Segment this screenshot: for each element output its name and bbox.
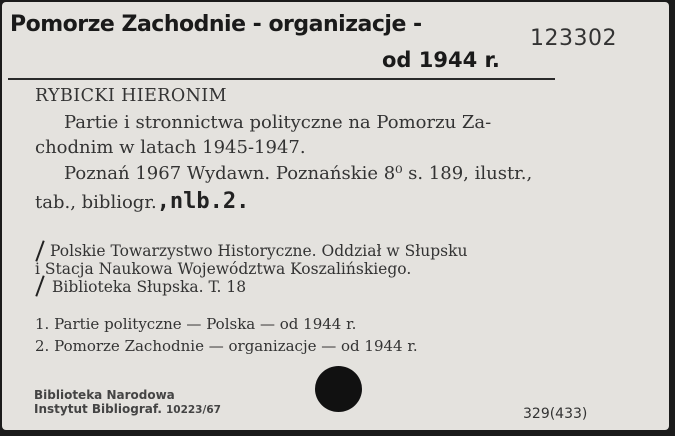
publication-line-1: Poznań 1967 Wydawn. Poznańskie 8⁰ s. 189, ilustr., (64, 163, 533, 184)
author-name: RYBICKI HIERONIM (35, 86, 227, 106)
nlb-stamp: ,nlb.2. (156, 189, 250, 214)
handwritten-subject-heading: Pomorze Zachodnie - organizacje - (10, 12, 422, 37)
catalog-card (2, 2, 669, 430)
publication-details: tab., bibliogr. (35, 192, 157, 213)
institute-name: Instytut Bibliograf. (34, 402, 162, 416)
card-number: 329(433) (523, 406, 588, 422)
subject-entry-2: 2. Pomorze Zachodnie — organizacje — od 1944 r. (35, 337, 418, 355)
pencil-slash-mark (35, 240, 44, 261)
heading-rule (8, 78, 555, 80)
subject-entry-1: 1. Partie polityczne — Polska — od 1944 r. (35, 315, 357, 333)
series-line-3: Biblioteka Słupska. T. 18 (52, 278, 247, 296)
library-code: 10223/67 (165, 404, 221, 416)
call-number: 123302 (530, 26, 617, 51)
library-name: Biblioteka Narodowa (34, 388, 175, 402)
series-line-1: Polskie Towarzystwo Historyczne. Oddział w Słupsku (50, 242, 468, 260)
title-line-2: chodnim w latach 1945-1947. (35, 137, 306, 158)
punch-hole (315, 366, 362, 412)
library-imprint (34, 388, 221, 417)
series-line-2: i Stacja Naukowa Województwa Koszalińskiego. (35, 260, 412, 278)
title-line-1: Partie i stronnictwa polityczne na Pomorzu Za- (64, 112, 492, 133)
publication-line-2 (35, 189, 249, 214)
pencil-slash-mark (35, 275, 44, 296)
handwritten-subject-heading-date: od 1944 r. (382, 48, 500, 72)
